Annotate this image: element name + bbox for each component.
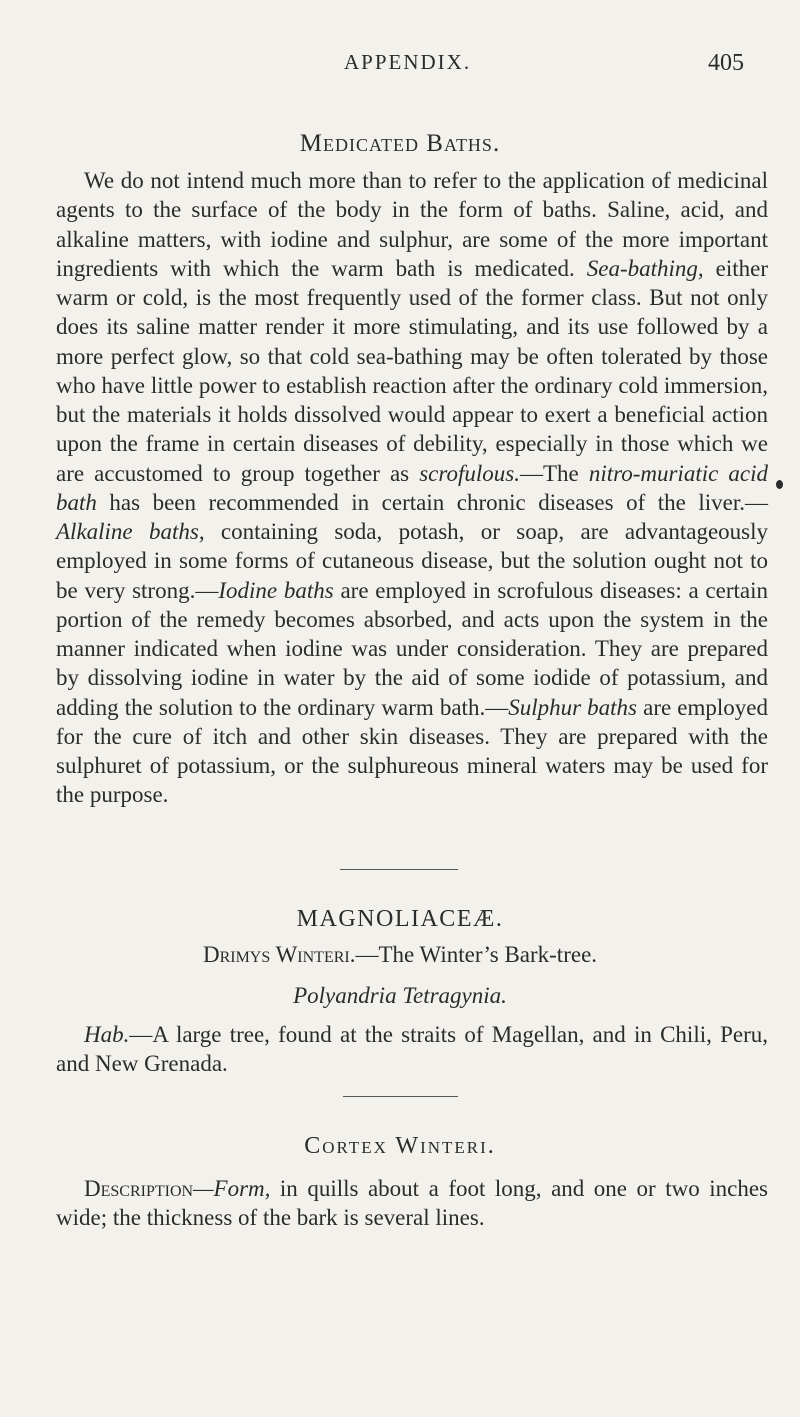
running-head — [0, 50, 800, 90]
text-run: We do not intend much more than to refer to the application of medicinal agents to the surface of the body in the form of baths. Saline, acid, and alkaline matters, with iodine and sulphur, are some of the more important ingredients with which the warm bath is medicated. — [56, 168, 768, 281]
drug-title: Cortex Winteri. — [304, 1133, 496, 1159]
species-line — [0, 942, 800, 968]
text-run: —The — [519, 460, 589, 486]
drug-description — [56, 1174, 768, 1232]
text-run-italic: scrofulous. — [419, 460, 520, 486]
text-run: are employed in scrofulous diseases: a certain portion of the remedy becomes absorbed, and acts upon the system in the manner indicated when iodine was under consideration. They are prepared by dissolving iodine in water by the aid of some iodide of potassium, and adding the solution to the ordinary warm bath.— — [56, 577, 768, 720]
description-paragraph — [56, 1174, 768, 1232]
text-run-italic: Sulphur baths — [508, 694, 637, 720]
species-name: Drimys Winteri. — [202, 942, 356, 967]
section-divider — [340, 869, 458, 870]
habitat-paragraph — [56, 1020, 768, 1079]
text-run-italic: Sea-bathing, — [586, 255, 704, 281]
description-label: Description — [84, 1176, 194, 1201]
habitat-description: —A large tree, found at the straits of Magellan, and in Chili, Peru, and New Grenada. — [56, 1022, 768, 1077]
text-run: containing soda, potash, or soap, are advantageously employed in some forms of cutaneous disease, but the solution ought not to be very strong.— — [56, 519, 768, 603]
text-run-italic: Alkaline baths, — [56, 519, 205, 544]
species-common-name: —The Winter’s Bark-tree. — [355, 942, 598, 967]
text-run-italic: Iodine baths — [218, 577, 334, 603]
section-body — [56, 166, 768, 810]
section-divider — [343, 1096, 458, 1097]
section-paragraph — [56, 166, 768, 810]
family-title: MAGNOLIACEÆ. — [296, 906, 504, 932]
classification-line: Polyandria Tetragynia. — [293, 983, 507, 1008]
form-label: —Form, — [193, 1176, 271, 1201]
section-title: Medicated Baths. — [299, 130, 501, 157]
text-run: either warm or cold, is the most frequently used of the former class. But not only does its saline matter render it more stimulating, and its use followed by a more perfect glow, so that cold sea-bathing may be often tolerated by those who have little power to establish reaction after the ordinary cold immersion, but the materials it holds dissolved would appear to exert a beneficial action upon the frame in certain diseases of debility, especially in those which we are accustomed to group together as — [56, 255, 768, 486]
running-title: APPENDIX. — [344, 50, 472, 74]
habitat-label: Hab. — [84, 1022, 130, 1047]
text-run-italic: nitro-muriatic acid bath — [56, 460, 768, 515]
page-number: 405 — [708, 50, 744, 76]
habitat-text — [56, 1020, 768, 1079]
text-run: has been recommended in certain chronic diseases of the liver.— — [96, 489, 768, 515]
text-run: are employed for the cure of itch and other skin diseases. They are prepared with the sulphuret of potassium, or the sulphureous mineral waters may be used for the purpose. — [56, 694, 768, 808]
description-text: in quills about a foot long, and one or two inches wide; the thickness of the bark is several lines. — [56, 1176, 768, 1230]
ink-blot — [776, 480, 783, 489]
